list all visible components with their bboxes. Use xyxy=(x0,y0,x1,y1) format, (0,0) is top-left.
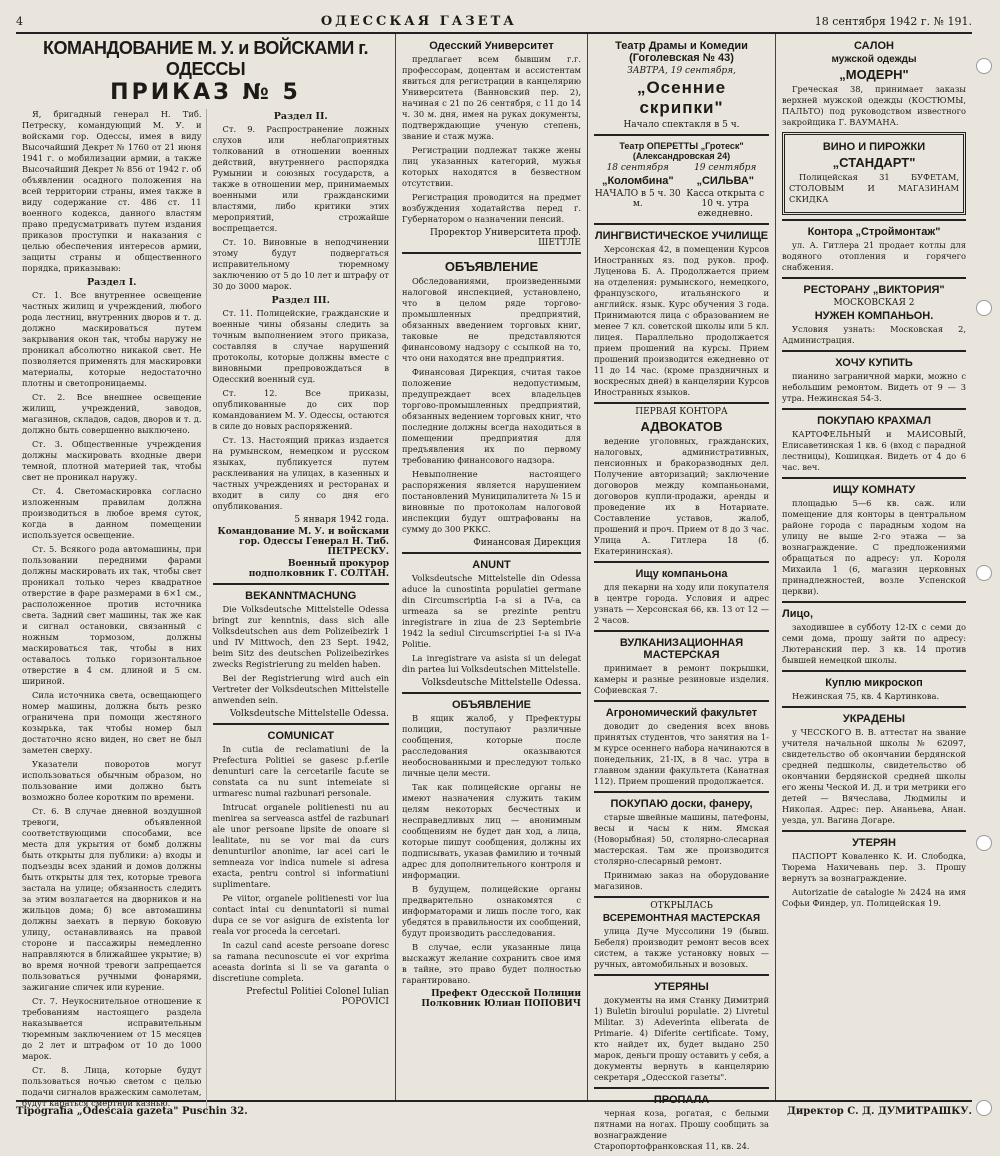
ad-title: УТЕРЯН xyxy=(852,837,896,849)
ad-title: ПОКУПАЮ КРАХМАЛ xyxy=(817,415,931,427)
ad-text: La inregistrare va asista si un delegat din partea lui Volksdeutschen Mittelstelle. xyxy=(402,653,581,674)
ad-text: In cutia de reclamatiuni de la Prefectura Politiei se gasesc p.f.erile denunturi care la cercetarile facute se constata ca nu sunt intemeiate si urmaresc numai razbunari personale. xyxy=(212,744,389,798)
ad-title: ХОЧУ КУПИТЬ xyxy=(835,357,913,369)
piano-ad xyxy=(782,350,966,404)
show-name: „СИЛЬВА" xyxy=(696,175,755,187)
ad-text: предлагает всем бывшим г.г. профессорам, доцентам и ассистентам явиться для регистрации в канцелярию Университета (Ванновский пер. 2), начиная с 21 по 26 сентября, с 11 до 14 ч. 30 м. дня, имея на руках документы, подтверждающие ученую степень, звание и стаж мужа. xyxy=(402,54,581,141)
show-start: НАЧАЛО в 5 ч. 30 м. xyxy=(594,189,681,209)
ad-title: УКРАДЕНЫ xyxy=(842,713,906,725)
ad-title: ВИНО И ПИРОЖКИ xyxy=(822,141,926,153)
ad-text: В ящик жалоб, у Префектуры полиции, поступают различные сообщения, которые после расследования оказываются необоснованными и преследуют только личные цели мести. xyxy=(402,713,581,778)
article: Ст. 12. Все приказы, опубликованные до сих пор командованием М. У. Одессы, остаются в силе до новых распоряжений. xyxy=(212,388,389,431)
ad-subtitle: ОТКРЫЛАСЬ xyxy=(650,901,713,911)
order-title: ПРИКАЗ № 5 xyxy=(110,80,301,105)
ad-title: УТЕРЯНЫ xyxy=(654,981,709,993)
show-note: Касса открыта с 10 ч. утра ежедневно. xyxy=(686,189,765,219)
ad-title: Лицо, xyxy=(782,608,814,620)
ad-text: у ЧЕССКОГО В. В. аттестат на звание учителя начальной школы № 62097, свидетельство об окончании бердянской средней педшколы, свидетельство об окончании бердянской средней школы его жены Ческой И. Д. и три метрики его детей — Вячеслава, Людмилы и Николая. Адрес: пер. Ананьева, Анан. уезда, ул. Вагина Догаре. xyxy=(782,727,966,825)
director-line: Директор С. Д. ДУМИТРАШКУ. xyxy=(786,1106,972,1117)
partner-ad xyxy=(594,561,769,626)
ad-text: Intrucat organele politienesti nu au menirea sa serveasca astfel de razbunari ale unor persoane lipsite de onoare si lealitate, nu se vor mai da curs denunturilor anonime, iar acei cari le semneaza vor indica numele si adresa exacta, pentru control si informatiuni suplimentare. xyxy=(212,802,389,889)
ads-column-left xyxy=(588,34,776,1151)
ad-title: АДВОКАТОВ xyxy=(640,419,723,434)
punch-hole xyxy=(976,1100,992,1116)
ad-title: ПРОПАЛА xyxy=(653,1094,710,1106)
order-headline: КОМАНДОВАНИЕ М. У. и ВОЙСКАМИ г. ОДЕССЫ xyxy=(43,38,368,79)
ad-title: Агрономический факультет xyxy=(605,707,758,719)
newspaper-title: ОДЕССКАЯ ГАЗЕТА xyxy=(320,13,517,29)
punch-hole xyxy=(976,58,992,74)
ad-title: ЛИНГВИСТИЧЕСКОЕ УЧИЛИЩЕ xyxy=(594,230,769,242)
theatre-date: ЗАВТРА, 19 сентября, xyxy=(627,66,736,76)
ad-name: НУЖЕН КОМПАНЬОН. xyxy=(814,310,934,322)
order-prosecutor: Военный прокурор подполковник Г. СОЛТАН. xyxy=(248,559,389,579)
ad-title: Куплю микроскоп xyxy=(825,677,923,689)
section-heading: Раздел I. xyxy=(87,277,137,288)
ad-text: Die Volksdeutsche Mittelstelle Odessa bringt zur kenntnis, dass sich alle Volksdeutschen aus dem Polizeibezirk 1 und IV Mittwoch, den 23 Sept. 1942, beim Sitz des deutschen Polizeibezirkes zwecks Registrierung zu melden haben. xyxy=(212,604,389,669)
ad-signature: Volksdeutsche Mittelstelle Odessa. xyxy=(421,678,581,688)
advocates-ad xyxy=(594,402,769,557)
ad-subtitle: мужской одежды xyxy=(831,54,917,65)
theatre-title: Театр Драмы и Комедии (Гоголевская № 43) xyxy=(615,40,748,64)
article: Ст. 11. Полицейские, гражданские и военные чины обязаны следить за точным выполнением этого приказа, составляя в случае нарушений протоколы, которые должны вместе с виновными препровождаться в Одесский военный суд. xyxy=(212,308,389,384)
ad-text: В будущем, полицейские органы предварительно ознакомятся с информаторами и лишь после того, как убедятся в правильности их сообщений, будут производить расследования. xyxy=(402,884,581,938)
notice-title: ОБЪЯВЛЕНИЕ xyxy=(444,259,539,274)
ad-text: Регистрация проводится на предмет возбуждения ходатайства перед г. Губернатором о назначении пенсий. xyxy=(402,192,581,224)
section-heading: Раздел III. xyxy=(271,295,330,306)
notice-title: ОБЪЯВЛЕНИЕ xyxy=(451,699,531,711)
comunicat xyxy=(213,723,390,1007)
ad-text: Обследованиями, произведенными налоговой инспекцией, установлено, что в целом ряде торгово-промышленных предприятий, обязанных введением торговых книг, таковые не представляются финансовому надзору с ссылкой на то, что они находятся вне предприятия. xyxy=(402,276,581,363)
masthead xyxy=(16,10,972,34)
ad-subtitle: МОСКОВСКАЯ 2 xyxy=(833,298,915,308)
ads-column-right xyxy=(776,34,972,1100)
person-ad xyxy=(782,601,966,666)
theatre-play: „Осенние скрипки" xyxy=(636,78,727,117)
police-notice xyxy=(402,692,581,1009)
printer-line: Tipografia „Odescaia gazeta" Puschin 32. xyxy=(16,1106,248,1117)
ad-text: Полицейская 31 БУФЕТАМ, СТОЛОВЫМ И МАГАЗИНАМ СКИДКА xyxy=(789,172,959,204)
order-column xyxy=(16,34,396,1108)
article: Сила источника света, освещающего номер машины, должна быть резко ограничена при помощи жестяного козырька, так чтобы номер был достаточно ясно виден, но свет не был заметен сверху. xyxy=(22,690,202,755)
ad-text: принимает в ремонт покрышки, камеры и разные резиновые изделия. Софиевская 7. xyxy=(594,663,769,695)
article: Ст. 1. Все внутреннее освещение частных жилищ и учреждений, любого рода лестниц, внутренних дворов и т. д. должно маскироваться путем закрывания окон так, чтобы наружу не проникал абсолютно никакой свет. Не позволяется применять для маскировки материалы, которые недостаточно плотны и светопроницаемы. xyxy=(22,290,202,388)
order-date: 5 января 1942 года. xyxy=(294,515,389,525)
wine-ad xyxy=(782,132,966,215)
ad-title: САЛОН xyxy=(854,40,894,52)
article: Указатели поворотов могут использоваться обычным образом, но пользование ими должно быть возможно более коротким по времени. xyxy=(22,759,202,802)
lost-passport-ad xyxy=(782,830,966,909)
order-intro: Я, бригадный генерал Н. Тиб. Петреску, командующий М. У. и войсками гор. Одессы, имея в виду Высочайший Декрет № 1760 от 21 июня 1941 г. о мобилизации армии, а также Высочайший Декрет № 856 от 1942 г. об объявлении осадного положения на всей территории страны, имея также в виду содержание ст. 486 ст. 11 военного кодекса, данного властям право предусматривать путем издания приказов проступки и наказания с целью обеспечения интересов армии, защиты страны и общественного порядка, приказываю: xyxy=(22,109,202,273)
vulcan-ad xyxy=(594,630,769,696)
article: Ст. 4. Светомаскировка согласно изложенным правилам должна производиться в любое время суток, когда в данном помещении используется освещение. xyxy=(22,486,202,540)
ad-signature: Проректор Университета проф. ШЕТТЛЕ xyxy=(429,228,581,248)
theatre-start: Начало спектакля в 5 ч. xyxy=(623,120,740,130)
order-subcolumn-left xyxy=(22,109,206,1112)
ad-text: Невыполнение настоящего распоряжения является нарушением постановлений Муниципалитета № 15 и виновные по протоколам налоговой инспекции будут оштрафованы на сумму до 300 РККС. xyxy=(402,469,581,534)
show-date: 19 сентября xyxy=(694,163,757,173)
ad-text: Регистрации подлежат также жены лиц указанных категорий, мужья которых находятся в безвестном отсутствии. xyxy=(402,145,581,188)
ad-signature: Префект Одесской Полиции Полковник Юлиан ПОПОВИЧ xyxy=(421,989,581,1009)
ad-text: Условия узнать: Московская 2, Администрация. xyxy=(782,324,966,345)
microscope-ad xyxy=(782,670,966,702)
ad-text: Так как полицейские органы не имеют назначения служить таким целям некоторых бесчестных и несправедливых лиц — анонимным сообщениям не будет дан ход, а лица, которые пишут сообщения, должны их подписывать, указав фамилию и точный адрес для дополнительного контроля и информации. xyxy=(402,782,581,880)
ad-name: „МОДЕРН" xyxy=(839,67,909,82)
punch-hole xyxy=(976,565,992,581)
ad-text: черная коза, рогатая, с белыми пятнами на ногах. Прошу сообщить за вознаграждение Старопортофранковская 11, кв. 24. xyxy=(594,1108,769,1151)
ad-text: Autorizatie de catalogie № 2424 на имя Софьи Финдер, ул. Полицейская 19. xyxy=(782,887,966,908)
ad-signature: Prefectul Politiei Colonel Iulian POPOVICI xyxy=(246,987,389,1007)
issue-date: 18 сентября 1942 г. № 191. xyxy=(814,14,972,28)
stroy-ad xyxy=(782,219,966,273)
article: Ст. 5. Всякого рода автомашины, при пользовании передними фарами должны маскировать их так, чтобы свет проникал только через квадратное отверстие в фаре размерами в 6×1 см., расположенное против источника света. Задний свет машины, так же как и сигнал остановки, связанный с ножным тормозом, должны маскироваться так, чтобы в них оставалось только горизонтальное отверстие в 4 см. длиной и 5 см. шириной. xyxy=(22,544,202,686)
ad-signature: Volksdeutsche Mittelstelle Odessa. xyxy=(229,709,389,719)
article: Ст. 6. В случае дневной воздушной тревоги, объявленной соответствующими способами, все места для укрытия от бомб должны быть открыты для публики: а) входы и подъезды всех зданий и домов должны быть открыты для тех, которые тревога застала на улице; обязанность следить за этим возлагается на дворников и на жильцов дома; б) все автомашины должны заехать в первую боковую улицу, останавливаясь на правой стороне и пассажиры немедленно направляются в ближайшее укрытие; в) во время ночной тревоги запрещается пользоваться ручными фонарями, зажигание спичек или курение. xyxy=(22,806,202,992)
comunicat-title: COMUNICAT xyxy=(267,730,334,742)
page-number: 4 xyxy=(16,14,23,28)
ad-text: Bei der Registrierung wird auch ein Vertreter der Volksdeutschen Mittelstelle anwenden sein. xyxy=(212,673,389,705)
ad-title: ИЩУ КОМНАТУ xyxy=(832,484,916,496)
ad-text: Греческая 38, принимает заказы верхней мужской одежды (КОСТЮМЫ, ПАЛЬТО) под руководством известного закройщика Г. ВАУМАНА. xyxy=(782,84,966,127)
ad-text: ПАСПОРТ Коваленко К. И. Слободка, Тюрема Нахичевань пер. 3. Прошу вернуть за вознаграждение. xyxy=(782,851,966,883)
show-date: 18 сентября xyxy=(606,163,669,173)
anunt-title: ANUNT xyxy=(472,559,511,571)
ad-text: Volksdeutsche Mittelstelle din Odessa aduce la cunostinta populatiei germane din Circumscriptia I-a si a IV-a, ca urmeaza sa se prezinte pentru inregistrare in ziua de 23 Septembrie 1942 la sediul Circumscriptiei I-a si IV-a Politie. xyxy=(402,573,581,649)
ad-text: доводит до сведения всех вновь принятых студентов, что занятия на 1-м курсе осеннего набора начинаются в понедельник, 21-IX, в 8 час. утра в главном здании факультета (Канатная 112). Прием прошений продолжается. xyxy=(594,721,769,786)
ad-title: РЕСТОРАНУ „ВИКТОРИЯ" xyxy=(803,284,945,296)
article: Ст. 9. Распространение ложных слухов или неблагоприятных толкований в отношении военных действий, внутреннего распорядка Румынии и союзных государств, а также в отношении мер, принимаемых военными или гражданскими властями, либо критики этих мероприятий, строжайше воспрещается. xyxy=(212,124,389,233)
article: Ст. 3. Общественные учреждения должны маскировать входные двери темной, плотной материей так, чтобы свет не проникал наружу. xyxy=(22,439,202,482)
ad-title: Ищу компаньона xyxy=(635,568,728,580)
operetta-ad xyxy=(594,134,769,219)
ad-text: ведение уголовных, гражданских, налоговых, административных, пенсионных и бракоразводных дел. Получение авторизаций; заключение договоров между компаньонами, договоров купли-продажи, аренды и проведение их в Нотариате. Составление уставов, жалоб, прошений и проч. Прием от 8 до 3 час. Улица А. Гитлера 18 (б. Екатерининская). xyxy=(594,436,769,556)
lost-goat-ad xyxy=(594,1087,769,1152)
ad-text: улица Дуче Муссолини 19 (бывш. Бебеля) производит ремонт весов всех систем, а также установку новых — ручных, автомобильных и возовых. xyxy=(594,926,769,969)
show-name: „Коломбина" xyxy=(601,175,674,187)
operetta-title: Театр ОПЕРЕТТЫ „Гротеск" (Александровская 24) xyxy=(619,141,744,161)
order-subcolumn-right xyxy=(206,109,390,1112)
ad-subtitle: ПЕРВАЯ КОНТОРА xyxy=(635,407,728,417)
article: Ст. 7. Неукоснительное отношение к требованиям настоящего раздела наказывается исправительным тюремным заключением от 15 месяцев до 2 лет и штрафом от 10 до 1000 марок. xyxy=(22,996,202,1061)
ad-text: Pe viitor, organele politienesti vor lua contact intai cu denuntatorii si numai dupa ce se vor asigura de existenta lor reala vor proceda la cercetari. xyxy=(212,893,389,936)
lost-documents-ad xyxy=(594,974,769,1083)
tax-notice xyxy=(402,252,581,548)
article: Ст. 13. Настоящий приказ издается на румынском, немецком и русском языках, публикуется путем расклеивания на улицах, в казенных и частных учреждениях и ресторанах и входит в силу со дня его опубликования. xyxy=(212,435,389,511)
stolen-ad xyxy=(782,706,966,826)
ad-text: In cazul cand aceste persoane doresc sa ramana necunoscute ei vor exprima aceasta dorinta si li se va garanta o discretiune completa. xyxy=(212,940,389,983)
ad-signature: Финансовая Дирекция xyxy=(473,538,581,548)
ad-text: В случае, если указанные лица выскажут желание сохранить свое имя в тайне, это право будет полностью гарантировано. xyxy=(402,942,581,985)
starch-ad xyxy=(782,408,966,473)
article: Ст. 8. Лица, которые будут пользоваться ночью светом с целью подачи сигналов вражеским самолетам, будут караться смертной казнью. xyxy=(22,1065,202,1108)
buy-ad xyxy=(594,791,769,892)
ad-name: „СТАНДАРТ" xyxy=(832,155,916,170)
ling-school-ad xyxy=(594,223,769,398)
ad-text: Херсонская 42, в помещении Курсов Иностранных яз. под руков. проф. Луценова Б. А. Продолжается прием на отделения: румынского, немецкого, французского, итальянского и английск. язык. Курс обучения 3 года. Принимаются лица с образованием не менее 7 кл. советской школы или 5 кл. лицея. Параллельно продолжается прием прошений на курсы. Прием прошений производится ежедневно от 11 до 14 час. (кроме праздничных и воскресных дней) в канцелярии Курсов Иностранных языков. xyxy=(594,244,769,397)
punch-hole xyxy=(976,300,992,316)
ad-title: ПОКУПАЮ доски, фанеру, xyxy=(610,798,753,810)
order-signature: Командование М. У. и войсками гор. Одессы Генерал Н. Тиб. ПЕТРЕСКУ. xyxy=(217,527,389,557)
ad-text: Нежинская 75, кв. 4 Картинкова. xyxy=(792,691,940,701)
ad-text: заходившее в субботу 12-IX с семи до семи дома, прошу зайти по адресу: Лютеранский пер. 3 кв. 14 против бывшей немецкой школы. xyxy=(782,622,966,665)
notices-column xyxy=(396,34,588,1100)
university-title: Одесский Университет xyxy=(429,40,554,52)
bekanntmachung-title: BEKANNTMACHUNG xyxy=(245,590,357,602)
ad-title: ВУЛКАНИЗАЦИОННАЯ МАСТЕРСКАЯ xyxy=(619,637,744,661)
ad-text: Принимаю заказ на оборудование магазинов. xyxy=(594,870,769,891)
ad-text: документы на имя Станку Димитрий 1) Buletin biroului populatie. 2) Livretul Militar. 3) Adeverinta eliberata de Primarie. 4) Diferite certificate. Тому, кто найдет их, будет выдано 250 марок, деньги прошу оставить у себя, а документы вернуть в канцелярию секретаря „Одесской газеты". xyxy=(594,995,769,1082)
ad-title: Контора „Строймонтаж" xyxy=(807,226,941,238)
repair-ad xyxy=(594,896,769,970)
ad-text: ул. А. Гитлера 21 продает котлы для водяного отопления и горячего снабжения. xyxy=(782,240,966,272)
restaurant-ad xyxy=(782,277,966,346)
bekanntmachung xyxy=(213,583,390,719)
ad-text: КАРТОФЕЛЬНЫЙ и МАИСОВЫЙ, Елисаветинская 1 кв. 6 (вход с парадной лестницы), Кошицкая. Видеть от 4 до 6 час. веч. xyxy=(782,429,966,472)
ad-text: пианино заграничной марки, можно с небольшим ремонтом. Видеть от 9 — 3 утра. Нежинская 54-3. xyxy=(782,371,966,403)
section-heading: Раздел II. xyxy=(273,111,328,122)
article: Ст. 2. Все внешнее освещение жилищ, учреждений, заводов, магазинов, складов, садов, дворов и т. д. должно быть совершенно выключено. xyxy=(22,392,202,435)
ad-text: для пекарни на ходу или покупателя в центре города. Условия и адрес узнать — Херсонская 66, кв. 13 от 12 — 2 часов. xyxy=(594,582,769,625)
room-ad xyxy=(782,477,966,597)
ad-title: ВСЕРЕМОНТНАЯ МАСТЕРСКАЯ xyxy=(602,913,761,924)
anunt xyxy=(402,552,581,688)
agro-ad xyxy=(594,700,769,787)
punch-hole xyxy=(976,835,992,851)
ad-text: Финансовая Дирекция, считая такое положение недопустимым, предупреждает всех владельцев торгово-промышленных предприятий, обязанных ведением торговых книг, что последние должны всегда находиться в помещении предприятия для предъявления их по первому требованию финансового надзора. xyxy=(402,367,581,465)
article: Ст. 10. Виновные в неподчинении этому будут подвергаться исправительному тюремному заключению от 5 до 10 лет и штрафу от 30 до 3000 марок. xyxy=(212,237,389,291)
ad-text: площадью 5—6 кв. саж. или помещение для конторы в центральном районе города с парадным ходом на улицу не выше 2-го этажа — за вознаграждение. С предложениями обращаться по адресу: ул. Короля Михаила 1 (6, магазин церковных принадлежностей, возле Успенской церкви). xyxy=(782,498,966,596)
ad-text: старые швейные машины, патефоны, весы и часы к ним. Ямская (Новорыбная) 50, столярно-слесарная мастерская. Там же производится столярно-слесарный ремонт. xyxy=(594,812,769,866)
